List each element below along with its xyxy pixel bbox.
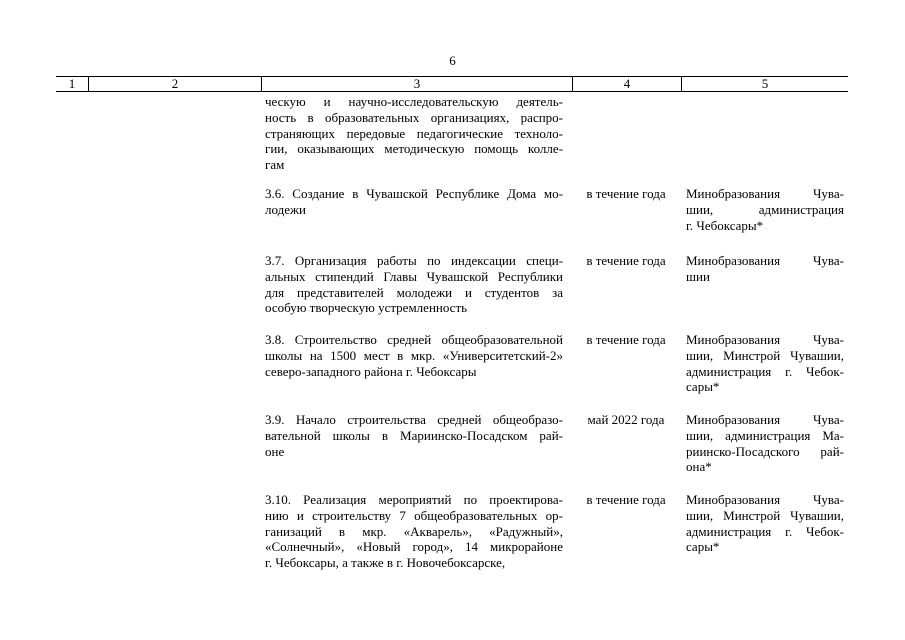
term-cell: в течение года [586,186,666,201]
executor-line: администрация г. Чебок- [686,363,844,379]
executor-line: Минобразования Чува- [686,412,844,427]
measure-line: 3.8. Строительство средней общеобразовательной [265,332,563,347]
executor-line: риинско-Посадского рай- [686,443,844,459]
measure-line: гии, оказывающих методическую помощь колле- [265,141,563,157]
measure-line: школы на 1500 мест в мкр. «Университетский-2» [265,347,563,363]
term-cell: в течение года [586,492,666,507]
executor-line: Минобразования Чува- [686,186,844,201]
measure-line: 3.10. Реализация мероприятий по проектирова- [265,492,563,507]
executor-line: Минобразования Чува- [686,332,844,347]
term-cell: в течение года [586,253,666,268]
header-col-4: 4 [623,76,631,91]
executor-line: г. Чебоксары* [686,217,764,233]
executor-line: шии, Минстрой Чувашии, [686,507,844,523]
measure-line: лодежи [265,201,306,217]
term-cell: май 2022 года [587,412,665,427]
measure-line: альных стипендий Главы Чувашской Республики [265,268,563,284]
measure-cell [265,253,563,316]
term-cell: в течение года [586,332,666,347]
header-col-2: 2 [171,76,179,91]
executors-cell [686,186,844,233]
measure-line: вательной школы в Мариинско-Посадском рай- [265,427,563,443]
measure-cell [265,332,563,379]
executor-line: шии, администрация [686,201,844,217]
measure-line: 3.9. Начало строительства средней общеобразо- [265,412,563,427]
executors-cell [686,412,844,475]
executor-line: Минобразования Чува- [686,253,844,268]
measure-line: ганизаций в мкр. «Акварель», «Радужный», [265,523,563,539]
measure-line: «Солнечный», «Новый город», 14 микрорайоне [265,539,563,555]
measure-line: 3.7. Организация работы по индексации специ- [265,253,563,268]
measure-line: ность в образовательных организациях, распро- [265,109,563,125]
executors-cell [686,332,844,395]
executor-line: шии, Минстрой Чувашии, [686,347,844,363]
executor-line: сары* [686,539,720,555]
executor-line: шии, администрация Ма- [686,427,844,443]
measure-line: особую творческую устремленность [265,300,468,316]
executor-line: Минобразования Чува- [686,492,844,507]
executor-line: шии [686,268,710,284]
measure-cell [265,412,563,459]
header-col-5: 5 [761,76,769,91]
measure-line: 3.6. Создание в Чувашской Республике Дома мо- [265,186,563,201]
header-col-3: 3 [413,76,421,91]
measure-cell [265,492,563,571]
page-number: 6 [449,53,456,68]
executor-line: сары* [686,379,720,395]
measure-line: для представителей молодежи и студентов за [265,284,563,300]
executor-line: она* [686,459,712,475]
header-col-1: 1 [68,76,76,91]
measure-line: нию и строительству 7 общеобразовательных ор- [265,507,563,523]
measure-line: г. Чебоксары, а также в г. Новочебоксарске, [265,555,506,571]
executors-cell [686,492,844,555]
measure-cell [265,186,563,218]
measure-line: оне [265,443,285,459]
measure-line: ческую и научно-исследовательскую деятель- [265,94,563,109]
executor-line: администрация г. Чебок- [686,523,844,539]
measure-line: северо-западного района г. Чебоксары [265,363,477,379]
measure-line: гам [265,157,285,173]
executors-cell [686,253,844,285]
measure-cell [265,94,563,173]
measure-line: страняющих передовые педагогические техноло- [265,125,563,141]
table-header [56,76,848,92]
